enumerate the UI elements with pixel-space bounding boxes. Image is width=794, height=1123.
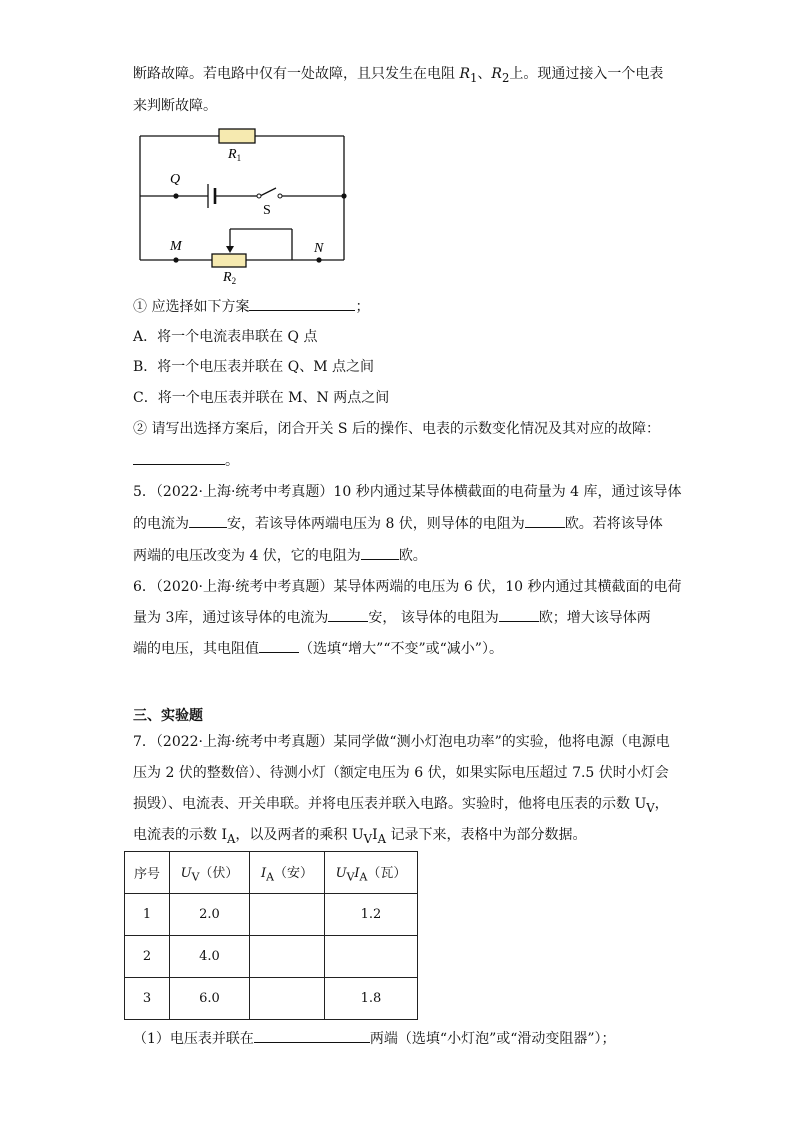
q4-part2-end: 。: [225, 453, 239, 469]
q5-line-2: [133, 513, 663, 534]
q7-text: 电流表的示数 I: [133, 827, 227, 843]
q6-resistance-blank[interactable]: [499, 607, 539, 622]
q5-text: 的电流为: [133, 516, 189, 532]
q7-line-2: 压为 2 伏的整数倍）、待测小灯（额定电压为 6 伏，如果实际电压超过 7.5 伏时小灯会: [133, 765, 669, 781]
q6-current-blank[interactable]: [328, 607, 368, 622]
circuit-diagram: [130, 124, 360, 286]
cell-voltage: 4.0: [170, 936, 250, 978]
table-row: [125, 936, 418, 978]
switch-contact-left: [257, 194, 261, 198]
q5-line-3: [133, 545, 427, 566]
q7-sub1-text: 两端（选填“小灯泡”或“滑动变阻器”）；: [369, 1031, 616, 1047]
table-row: [125, 978, 418, 1020]
q5-text: 欧。若将该导体: [564, 516, 663, 532]
label-r1: $R_1$: [228, 147, 242, 163]
label-n: N: [314, 241, 324, 256]
q4-part2-answer: [133, 450, 239, 471]
q6-text: （选填“增大”“不变”或“减小”）。: [299, 641, 503, 657]
q6-change-blank[interactable]: [259, 638, 299, 653]
cell-current: [250, 936, 325, 978]
header-index: 序号: [125, 852, 170, 894]
q7-sub1-blank[interactable]: [254, 1028, 370, 1043]
q7-text: ，以及两者的乘积 U: [235, 827, 364, 843]
q4-part1: [133, 296, 369, 317]
q7-subscript: A: [377, 831, 387, 846]
q6-text: 端的电压，其电阻值: [133, 641, 259, 657]
cell-index: 3: [125, 978, 170, 1020]
cell-power: 1.2: [325, 894, 418, 936]
q7-subscript: V: [646, 800, 655, 815]
q7-text: 损毁）、电流表、开关串联。并将电压表并联入电路。实验时，他将电压表的示数 U: [133, 796, 647, 812]
cell-voltage: 2.0: [170, 894, 250, 936]
q5-text: 安，若该导体两端电压为 8 伏，则导体的电阻为: [227, 516, 525, 532]
cell-index: 2: [125, 936, 170, 978]
q4-part1-end: ；: [355, 299, 370, 315]
q7-text: ，: [654, 796, 669, 812]
header-power: $U_VI_A$（瓦）: [325, 852, 418, 894]
q4-part2: ② 请写出选择方案后，闭合开关 S 后的操作、电表的示数变化情况及其对应的故障：: [133, 421, 660, 437]
q5-resistance-blank[interactable]: [525, 513, 565, 528]
resistor-r2: [212, 254, 246, 267]
cell-power: [325, 936, 418, 978]
q7-subscript: V: [363, 831, 373, 846]
q4-part2-blank[interactable]: [133, 450, 225, 465]
r2-subscript: 2: [501, 70, 510, 85]
cell-voltage: 6.0: [170, 978, 250, 1020]
cell-current: [250, 894, 325, 936]
q6-text: 量为 3库，通过该导体的电流为: [133, 610, 329, 626]
cell-power: 1.8: [325, 978, 418, 1020]
q7-line-1: 7．（2022·上海·统考中考真题）某同学做“测小灯泡电功率”的实验，他将电源（电源电: [133, 734, 670, 750]
q7-sub1-text: （1）电压表并联在: [133, 1031, 254, 1047]
header-current: $I_A$（安）: [250, 852, 325, 894]
q7-text: 记录下来，表格中为部分数据。: [386, 827, 587, 843]
q4-part1-text: ① 应选择如下方案: [133, 299, 250, 315]
data-table: [124, 851, 418, 1020]
q4-part1-blank[interactable]: [249, 296, 355, 311]
intro-line-1: [133, 64, 663, 88]
intro-line-2: 来判断故障。: [133, 98, 217, 114]
switch-blade: [260, 188, 276, 196]
separator: 、: [477, 66, 492, 82]
junction-right-dot: [341, 193, 346, 198]
q4-option-c: C．将一个电压表并联在 M、N 两点之间: [133, 390, 390, 406]
table-row: [125, 894, 418, 936]
point-n-dot: [316, 257, 321, 262]
q7-line-4: [133, 825, 586, 849]
q7-subscript: A: [226, 831, 236, 846]
r1-symbol: R: [459, 66, 470, 82]
q7-sub1: [133, 1028, 616, 1049]
cell-index: 1: [125, 894, 170, 936]
r2-symbol: R: [491, 66, 502, 82]
q5-resistance2-blank[interactable]: [361, 545, 399, 560]
q5-text: 欧。: [398, 548, 427, 564]
intro-text: 断路故障。若电路中仅有一处故障，且只发生在电阻: [133, 66, 460, 82]
intro-text-end: 上。现通过接入一个电表: [509, 66, 664, 82]
q6-line-1: 6．（2020·上海·统考中考真题）某导体两端的电压为 6 伏，10 秒内通过其横截面的电荷: [133, 579, 682, 595]
resistor-r1: [219, 129, 255, 143]
slider-arrow: [226, 246, 234, 253]
q6-text: 安， 该导体的电阻为: [368, 610, 499, 626]
switch-contact-right: [278, 194, 282, 198]
label-q: Q: [170, 172, 181, 187]
label-m: M: [170, 239, 182, 254]
point-m-dot: [173, 257, 178, 262]
section-title: 三、实验题: [133, 708, 203, 724]
q4-option-b: B．将一个电压表并联在 Q、M 点之间: [133, 359, 375, 375]
q5-line-1: 5．（2022·上海·统考中考真题）10 秒内通过某导体横截面的电荷量为 4 库，通过该导体: [133, 484, 682, 500]
r1-subscript: 1: [470, 70, 478, 85]
cell-current: [250, 978, 325, 1020]
label-s: S: [263, 203, 271, 218]
q7-text: I: [372, 827, 378, 843]
table-header-row: [125, 852, 418, 894]
q7-line-3: [133, 794, 669, 818]
q6-text: 欧；增大该导体两: [538, 610, 651, 626]
point-q-dot: [173, 193, 178, 198]
q5-current-blank[interactable]: [189, 513, 227, 528]
label-r2: $R_2$: [223, 270, 237, 286]
q6-line-3: [133, 638, 503, 659]
q5-text: 两端的电压改变为 4 伏，它的电阻为: [133, 548, 361, 564]
q4-option-a: A．将一个电流表串联在 Q 点: [133, 329, 318, 345]
header-voltage: $U_V$（伏）: [170, 852, 250, 894]
q6-line-2: [133, 607, 651, 628]
